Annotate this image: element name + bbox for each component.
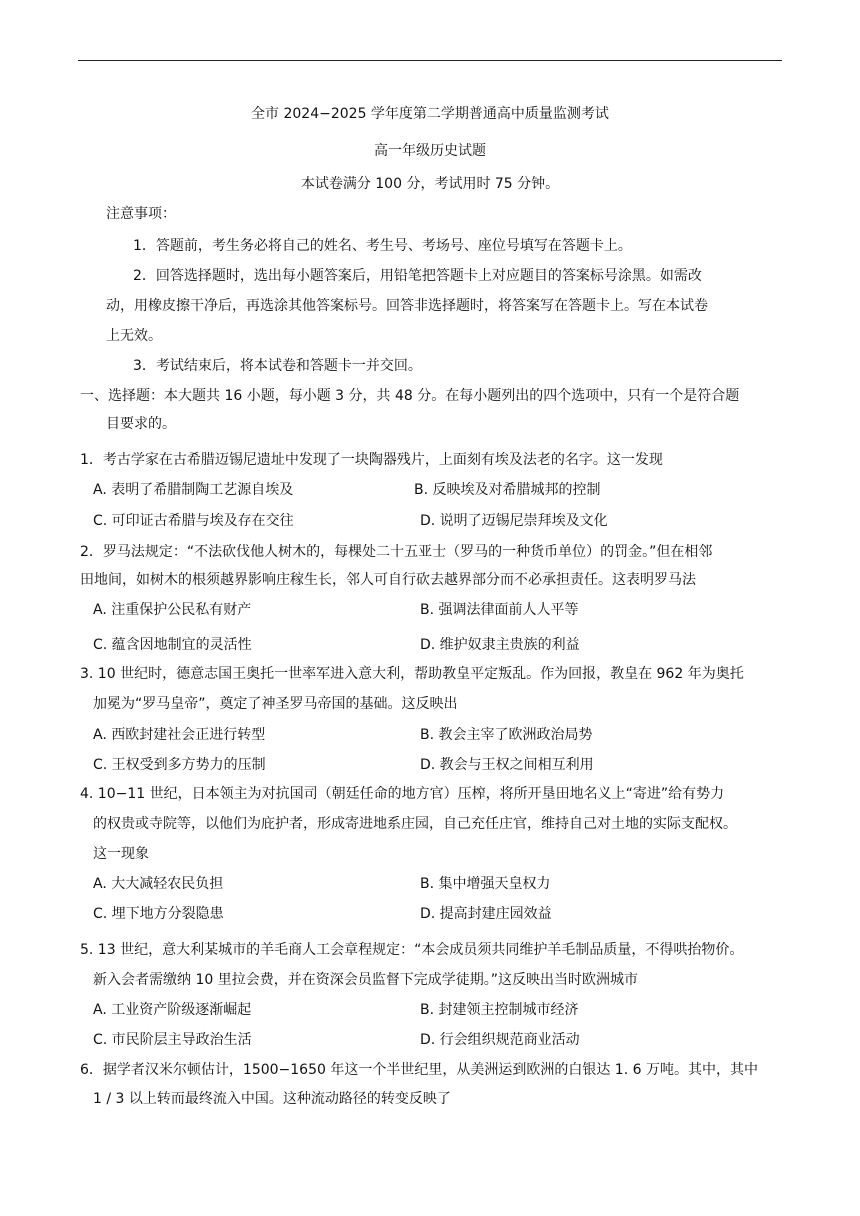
option-b: B. 集中增强天皇权力	[420, 876, 551, 892]
note-line: 1．答题前，考生务必将自己的姓名、考生号、考场号、座位号填写在答题卡上。	[133, 238, 632, 254]
question-stem: 加冕为“罗马皇帝”，奠定了神圣罗马帝国的基础。这反映出	[93, 696, 458, 712]
section-heading-cont: 目要求的。	[106, 416, 176, 432]
question-stem: 1．考古学家在古希腊迈锡尼遗址中发现了一块陶器残片，上面刻有埃及法老的名字。这一发现	[80, 452, 663, 468]
question-stem: 这一现象	[93, 846, 149, 862]
option-d: D. 行会组织规范商业活动	[420, 1032, 580, 1048]
option-b: B. 教会主宰了欧洲政治局势	[420, 727, 593, 743]
note-line: 动，用橡皮擦干净后，再选涂其他答案标号。回答非选择题时，将答案写在答题卡上。写在本试卷	[106, 298, 708, 314]
top-rule	[78, 60, 782, 61]
question-stem: 的权贵或寺院等，以他们为庇护者，形成寄进地系庄园，自己充任庄官，维持自己对土地的实际支配权。	[93, 816, 737, 832]
section-heading: 一、选择题：本大题共 16 小题，每小题 3 分，共 48 分。在每小题列出的四个选项中，只有一个是符合题	[80, 388, 740, 404]
note-line: 2．回答选择题时，选出每小题答案后，用铅笔把答题卡上对应题目的答案标号涂黑。如需改	[133, 268, 702, 284]
option-c: C. 王权受到多方势力的压制	[93, 757, 266, 773]
question-stem: 新入会者需缴纳 10 里拉会费，并在资深会员监督下完成学徒期。”这反映出当时欧洲城市	[93, 972, 638, 988]
option-c: C. 可印证古希腊与埃及存在交往	[93, 513, 294, 529]
exam-title: 全市 2024−2025 学年度第二学期普通高中质量监测考试	[251, 106, 609, 122]
option-d: D. 维护奴隶主贵族的利益	[420, 637, 580, 653]
option-a: A. 工业资产阶级逐渐崛起	[93, 1002, 252, 1018]
option-d: D. 说明了迈锡尼崇拜埃及文化	[420, 513, 608, 529]
question-stem: 1 / 3 以上转而最终流入中国。这种流动路径的转变反映了	[93, 1091, 451, 1107]
question-stem: 6．据学者汉米尔顿估计，1500−1650 年这一个半世纪里，从美洲运到欧洲的白银达 1. 6 万吨。其中，其中	[80, 1062, 758, 1078]
option-a: A. 表明了希腊制陶工艺源自埃及	[93, 482, 294, 498]
question-stem: 田地间，如树木的根须越界影响庄稼生长，邻人可自行砍去越界部分而不必承担责任。这表明罗马法	[80, 572, 696, 588]
question-stem: 2．罗马法规定：“不法砍伐他人树木的，每棵处二十五亚士（罗马的一种货币单位）的罚金。”但在相邻	[80, 544, 713, 560]
option-c: C. 市民阶层主导政治生活	[93, 1032, 252, 1048]
subject-title: 高一年级历史试题	[374, 143, 486, 159]
note-line: 3．考试结束后，将本试卷和答题卡一并交回。	[133, 358, 422, 374]
option-d: D. 提高封建庄园效益	[420, 906, 552, 922]
notes-heading: 注意事项：	[106, 206, 176, 222]
question-stem: 5. 13 世纪，意大利某城市的羊毛商人工会章程规定：“本会成员须共同维护羊毛制品质量，不得哄抬物价。	[80, 942, 744, 958]
option-b: B. 反映埃及对希腊城邦的控制	[414, 482, 601, 498]
note-line: 上无效。	[106, 328, 162, 344]
option-a: A. 大大减轻农民负担	[93, 876, 224, 892]
option-c: C. 蕴含因地制宜的灵活性	[93, 637, 252, 653]
option-a: A. 西欧封建社会正进行转型	[93, 727, 266, 743]
option-b: B. 强调法律面前人人平等	[420, 602, 579, 618]
score-time-note: 本试卷满分 100 分，考试用时 75 分钟。	[300, 176, 560, 192]
question-stem: 4. 10−11 世纪，日本领主为对抗国司（朝廷任命的地方官）压榨，将所开垦田地名义上“寄进”给有势力	[80, 786, 725, 802]
option-b: B. 封建领主控制城市经济	[420, 1002, 579, 1018]
option-a: A. 注重保护公民私有财产	[93, 602, 252, 618]
question-stem: 3. 10 世纪时，德意志国王奥托一世率军进入意大利，帮助教皇平定叛乱。作为回报，教皇在 962 年为奥托	[80, 666, 744, 682]
option-d: D. 教会与王权之间相互利用	[420, 757, 594, 773]
option-c: C. 埋下地方分裂隐患	[93, 906, 224, 922]
